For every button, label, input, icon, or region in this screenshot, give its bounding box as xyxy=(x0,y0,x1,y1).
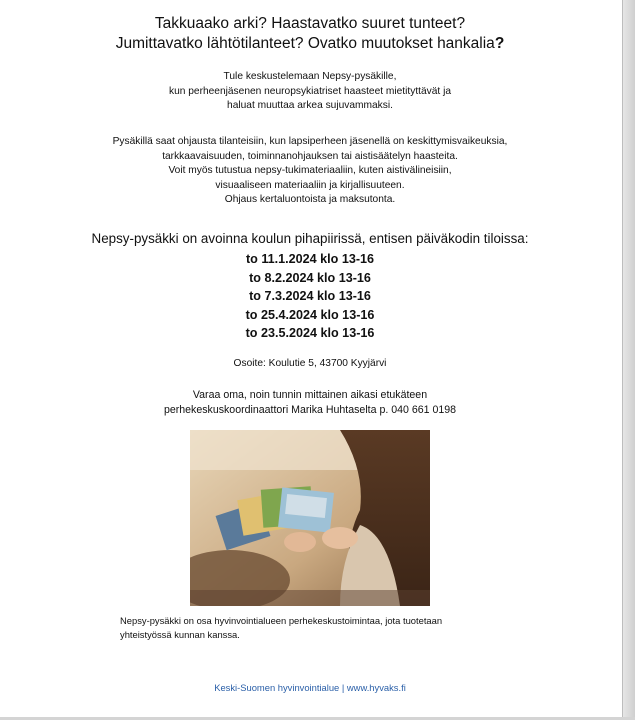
headline-line-2-text: Jumittavatko lähtötilanteet? Ovatko muutokset hankalia xyxy=(115,35,495,52)
photo-cards-in-hands xyxy=(190,430,430,606)
headline-line-2 xyxy=(0,34,620,54)
footer-link[interactable]: Keski-Suomen hyvinvointialue | www.hyvaks.fi xyxy=(214,682,406,693)
opening-info: Nepsy-pysäkki on avoinna koulun pihapiirissä, entisen päiväkodin tiloissa: xyxy=(91,231,529,246)
booking-line: perhekeskuskoordinaattori Marika Huhtaselta p. 040 661 0198 xyxy=(163,404,457,416)
body-line: visuaaliseen materiaaliin ja kirjallisuuteen. xyxy=(215,179,405,191)
date-item: to 25.4.2024 klo 13-16 xyxy=(245,307,375,322)
body-line: Ohjaus kertaluontoista ja maksutonta. xyxy=(224,194,396,206)
body-paragraph xyxy=(0,135,620,208)
intro-line: Tule keskustelemaan Nepsy-pysäkille, xyxy=(223,71,397,82)
date-item: to 11.1.2024 klo 13-16 xyxy=(245,252,375,266)
booking-line: Varaa oma, noin tunnin mittainen aikasi etukäteen xyxy=(192,389,428,401)
body-line: tarkkaavaisuuden, toiminnanohjauksen tai aistisäätelyn haasteita. xyxy=(162,150,458,162)
footer-note-line: Nepsy-pysäkki on osa hyvinvointialueen perhekeskustoimintaa, jota tuotetaan xyxy=(120,615,443,626)
date-item: to 7.3.2024 klo 13-16 xyxy=(249,289,371,304)
dates-list xyxy=(0,250,620,343)
address: Osoite: Koulutie 5, 43700 Kyyjärvi xyxy=(233,358,387,369)
body-line: Voit myös tutustua nepsy-tukimateriaaliin, kuten aistivälineisiin, xyxy=(168,165,452,177)
intro-line: kun perheenjäsenen neuropsykiatriset haasteet mietityttävät ja xyxy=(168,85,452,97)
headline-line-1: Takkuaako arki? Haastavatko suuret tunteet? xyxy=(154,15,466,32)
intro-line: haluat muuttaa arkea sujuvammaksi. xyxy=(227,100,393,112)
date-item: to 23.5.2024 klo 13-16 xyxy=(245,326,375,341)
intro-paragraph xyxy=(0,70,620,114)
body-line: Pysäkillä saat ohjausta tilanteisiin, kun lapsiperheen jäsenellä on keskittymisvaikeuksia, xyxy=(112,136,508,147)
footer-note-line: yhteistyössä kunnan kanssa. xyxy=(120,628,240,640)
footer-note xyxy=(120,614,540,641)
page-edge xyxy=(622,0,635,720)
date-item: to 8.2.2024 klo 13-16 xyxy=(249,270,371,285)
headline-question-mark: ? xyxy=(494,35,505,52)
booking-info xyxy=(0,388,620,418)
headline xyxy=(0,14,620,54)
